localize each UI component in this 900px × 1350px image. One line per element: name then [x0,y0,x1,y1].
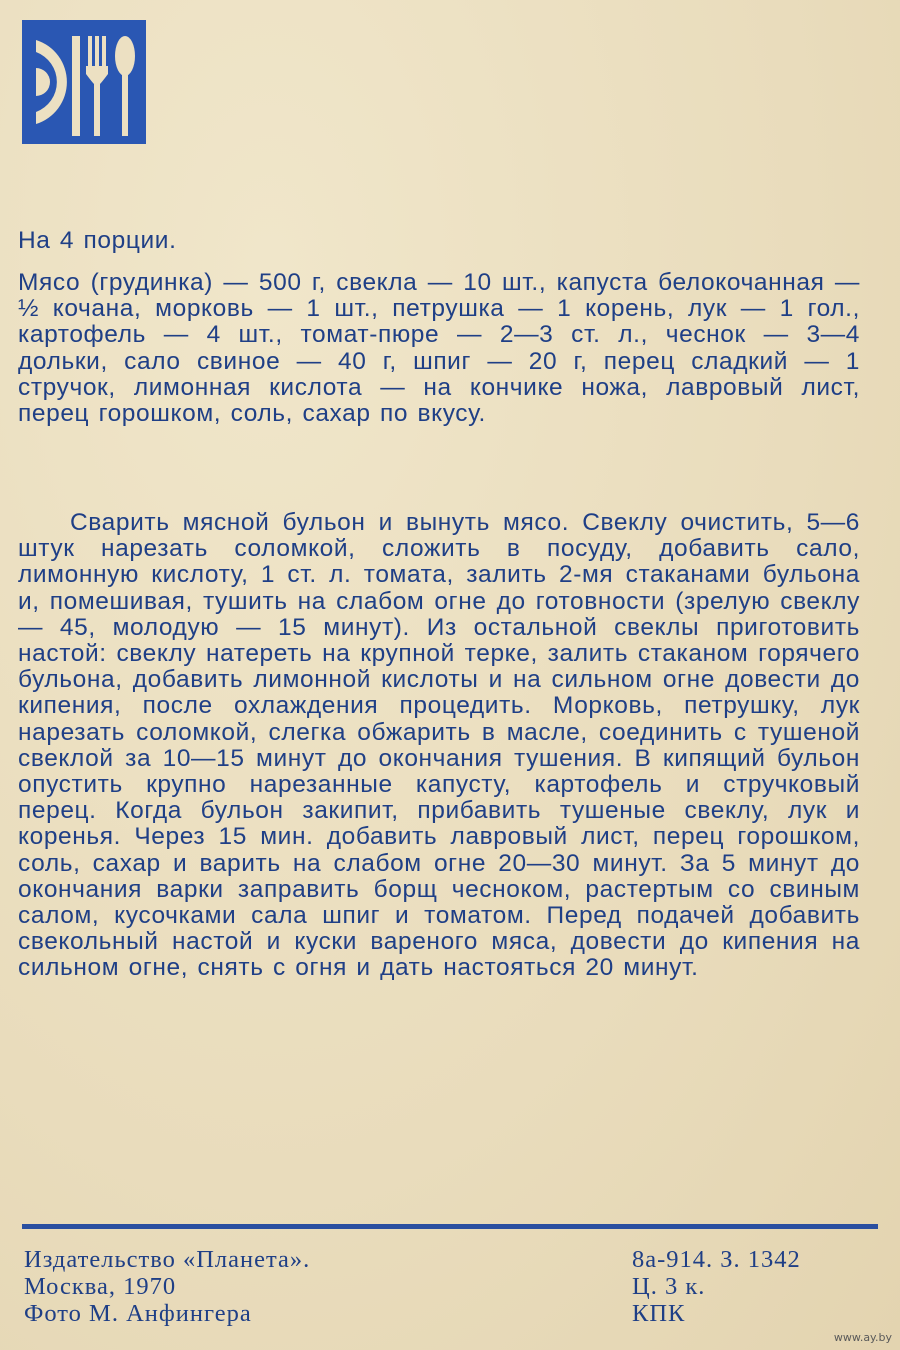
portions-text: На 4 порции. [18,227,177,254]
cutlery-icon [22,20,146,144]
price-text: Ц. 3 к. [632,1273,706,1300]
city-year-text: Москва, 1970 [24,1273,177,1300]
ingredients-text: Мясо (грудинка) — 500 г, свекла — 10 шт., капуста белокочанная — ½ кочана, морковь — 1 шт., петрушка — 1 корень, лук — 1 гол., картофель — 4 шт., томат-пюре — 2—3 ст. л., чеснок — 3—4 дольки, сало свиное — 40 г, шпиг — 20 г, перец сладкий — 1 стручок, лимонная кислота — на кончике ножа, лавровый лист, перец горошком, соль, сахар по вкусу. [18,269,860,428]
imprint-left [24,1246,310,1327]
printer-text: КПК [632,1300,686,1327]
publisher-text: Издательство «Планета». [24,1246,311,1273]
divider-line [22,1224,878,1229]
photo-credit-text: Фото М. Анфингера [24,1300,252,1327]
imprint-right [632,1246,801,1327]
watermark-text: www.ay.by [833,1331,892,1344]
cutlery-logo [22,20,146,144]
print-code-text: 8а-914. З. 1342 [632,1246,801,1273]
method-text: Сварить мясной бульон и вынуть мясо. Свеклу очистить, 5—6 штук нарезать соломкой, сложить в посуду, добавить сало, лимонную кислоту, 1 ст. л. томата, залить 2-мя стаканами бульона и, помешивая, тушить на слабом огне до готовности (зрелую свеклу — 45, молодую — 15 минут). Из остальной свеклы приготовить настой: свеклу натереть на крупной терке, залить стаканом горячего бульона, добавить лимонной кислоты и на сильном огне довести до кипения, после охлаждения процедить. Морковь, петрушку, лук нарезать соломкой, слегка обжарить в масле, соединить с тушеной свеклой за 10—15 минут до окончания тушения. В кипящий бульон опустить крупно нарезанные капусту, картофель и стручковый перец. Когда бульон закипит, прибавить тушеные свеклу, лук и коренья. Через 15 мин. добавить лавровый лист, перец горошком, соль, сахар и варить на слабом огне 20—30 минут. За 5 минут до окончания варки заправить борщ чесноком, растертым со свиным салом, кусочками сала шпиг и томатом. Перед подачей добавить свекольный настой и куски вареного мяса, довести до кипения на сильном огне, снять с огня и дать настояться 20 минут. [18,509,860,982]
